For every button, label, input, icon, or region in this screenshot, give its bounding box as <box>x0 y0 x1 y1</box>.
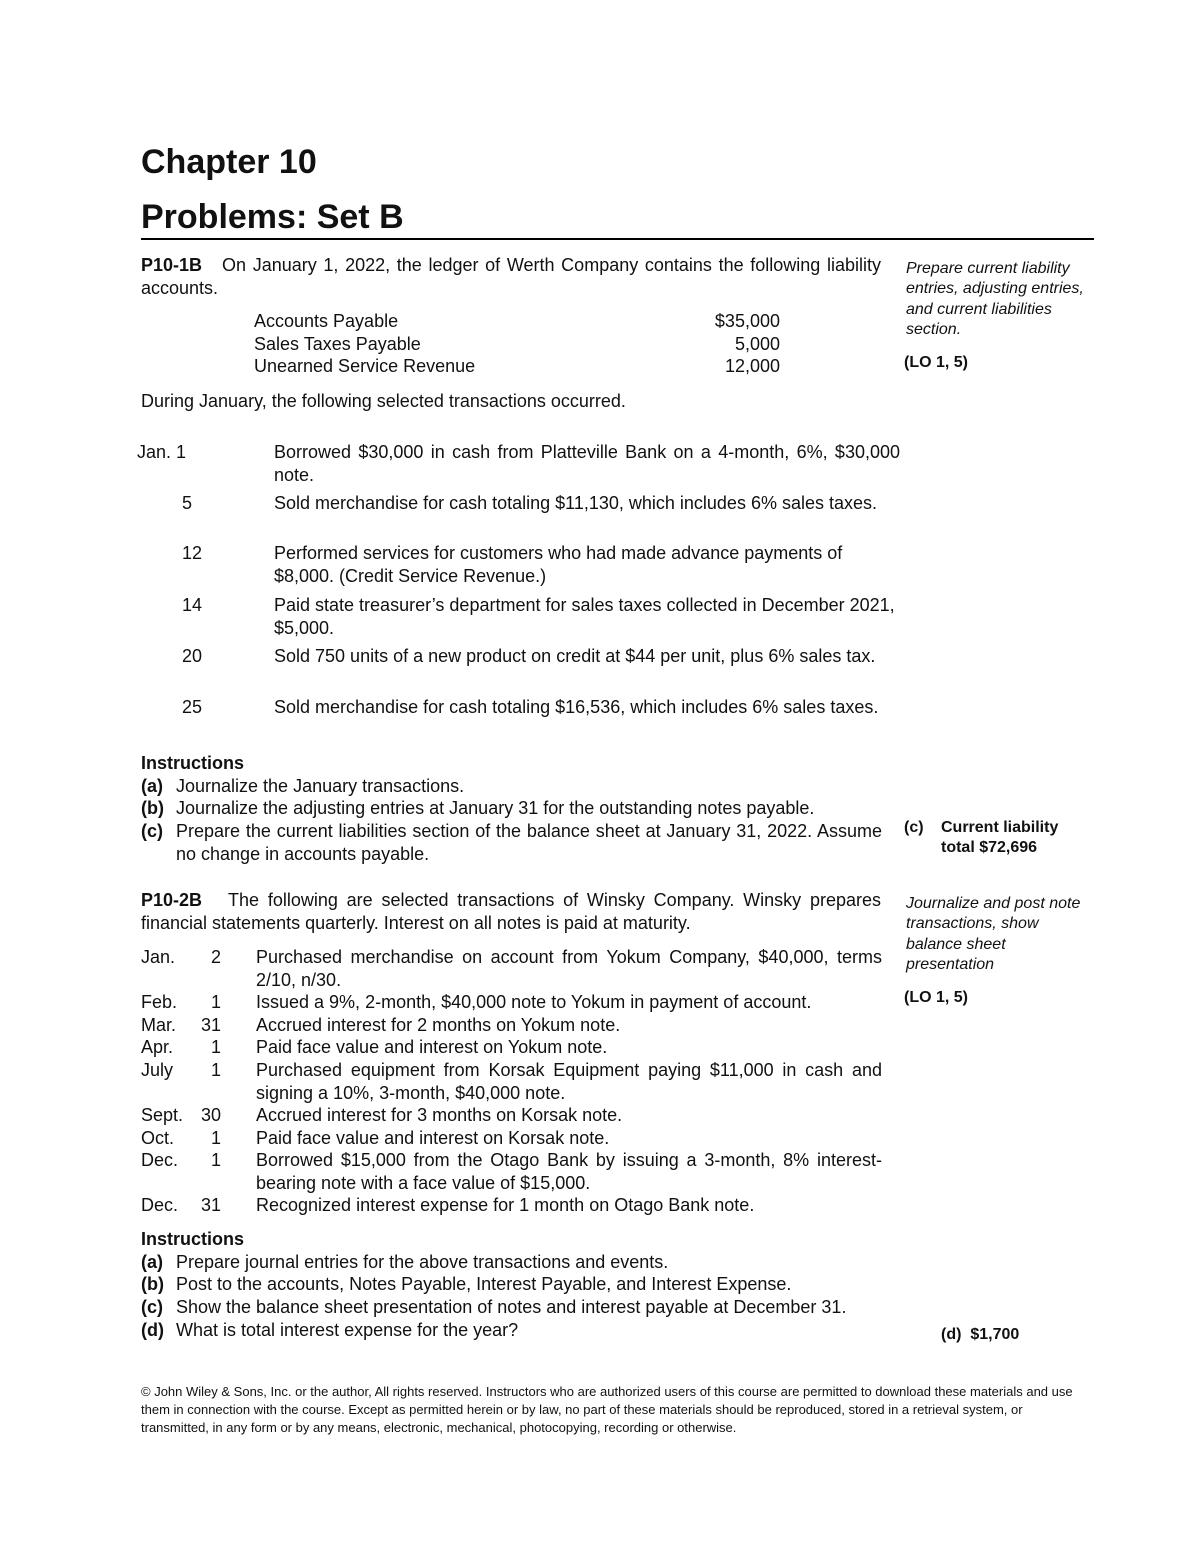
p2-instructions-title: Instructions <box>141 1229 245 1249</box>
transaction-month: Mar. <box>141 1015 177 1035</box>
transaction-text: Issued a 9%, 2-month, $40,000 note to Yokum in payment of account. <box>256 992 812 1012</box>
instruction-text: Journalize the January transactions. <box>176 776 465 796</box>
instruction-letter: (c) <box>141 821 163 841</box>
transaction-text: Accrued interest for 3 months on Korsak note. <box>256 1105 623 1125</box>
transaction-month: Apr. <box>141 1037 174 1057</box>
transaction-month: July <box>141 1060 174 1080</box>
transaction-text: Borrowed $30,000 in cash from Platteville Bank on a 4-month, 6%, $30,000 note. <box>274 442 900 485</box>
transaction-date: Jan. 1 <box>137 442 187 462</box>
transaction-day: 1 <box>210 1128 221 1148</box>
account-name: Unearned Service Revenue <box>254 356 476 376</box>
transaction-day: 31 <box>200 1015 221 1035</box>
instruction-text: Post to the accounts, Notes Payable, Interest Payable, and Interest Expense. <box>176 1274 792 1294</box>
p2-intro: The following are selected transactions of Winsky Company. Winsky prepares financial statements quarterly. Interest on all notes is paid at maturity. <box>141 890 881 933</box>
transaction-date: 12 <box>181 543 202 563</box>
transaction-text: Sold 750 units of a new product on credit at $44 per unit, plus 6% sales tax. <box>274 646 876 666</box>
transaction-text: Borrowed $15,000 from the Otago Bank by issuing a 3-month, 8% interest-bearing note with a face value of $15,000. <box>256 1150 882 1193</box>
account-name: Accounts Payable <box>254 311 399 331</box>
p2-label: P10-2B <box>141 890 203 910</box>
transaction-month: Feb. <box>141 992 178 1012</box>
transaction-text: Sold merchandise for cash totaling $11,130, which includes 6% sales taxes. <box>274 493 878 513</box>
account-name: Sales Taxes Payable <box>254 334 421 354</box>
instruction-letter: (b) <box>141 798 164 818</box>
p2-answer: (d) $1,700 <box>941 1326 1020 1343</box>
instruction-text: Journalize the adjusting entries at January 31 for the outstanding notes payable. <box>176 798 815 818</box>
transaction-day: 1 <box>210 1150 221 1170</box>
p1-side-note: Prepare current liability entries, adjusting entries, and current liabilities section. <box>906 260 1084 339</box>
p1-answer-line1: Current liability <box>941 819 1059 836</box>
p1-answer-line2: total $72,696 <box>941 839 1038 856</box>
transaction-day: 30 <box>200 1105 221 1125</box>
instruction-letter: (d) <box>141 1320 164 1340</box>
p2-intro-paragraph <box>141 889 881 934</box>
chapter-title: Chapter 10 <box>141 143 317 181</box>
transaction-date: 5 <box>181 493 192 513</box>
transaction-text: Sold merchandise for cash totaling $16,536, which includes 6% sales taxes. <box>274 697 879 717</box>
transaction-day: 1 <box>210 992 221 1012</box>
transaction-text: Accrued interest for 2 months on Yokum note. <box>256 1015 621 1035</box>
transaction-month: Sept. <box>141 1105 184 1125</box>
transaction-month: Dec. <box>141 1150 179 1170</box>
instruction-text: Prepare journal entries for the above transactions and events. <box>176 1252 669 1272</box>
account-amount: $35,000 <box>714 311 780 331</box>
p2-side-lo: (LO 1, 5) <box>904 989 969 1006</box>
transaction-date: 14 <box>181 595 202 615</box>
transaction-month: Oct. <box>141 1128 175 1148</box>
p1-during: During January, the following selected transactions occurred. <box>141 391 626 411</box>
instruction-letter: (a) <box>141 1252 163 1272</box>
transaction-text: Purchased merchandise on account from Yokum Company, $40,000, terms 2/10, n/30. <box>256 947 882 990</box>
instruction-text: Show the balance sheet presentation of notes and interest payable at December 31. <box>176 1297 847 1317</box>
p2-side-note: Journalize and post note transactions, show balance sheet presentation <box>906 895 1081 974</box>
instruction-text: What is total interest expense for the year? <box>176 1320 519 1340</box>
transaction-text: Paid state treasurer’s department for sales taxes collected in December 2021, $5,000. <box>274 595 895 638</box>
transaction-day: 1 <box>210 1037 221 1057</box>
transaction-date: 25 <box>181 697 202 717</box>
transaction-month: Dec. <box>141 1195 179 1215</box>
transaction-month: Jan. <box>141 947 176 967</box>
transaction-text: Paid face value and interest on Yokum note. <box>256 1037 608 1057</box>
p1-instructions-title: Instructions <box>141 753 245 773</box>
p1-label: P10-1B <box>141 255 203 275</box>
transaction-text: Purchased equipment from Korsak Equipment paying $11,000 in cash and signing a 10%, 3-month, $40,000 note. <box>256 1060 882 1103</box>
transaction-date: 20 <box>181 646 202 666</box>
section-title: Problems: Set B <box>141 198 404 236</box>
transaction-day: 31 <box>200 1195 221 1215</box>
transaction-text: Paid face value and interest on Korsak note. <box>256 1128 610 1148</box>
transaction-text: Performed services for customers who had made advance payments of $8,000. (Credit Service Revenue.) <box>274 543 843 586</box>
instruction-letter: (c) <box>141 1297 163 1317</box>
transaction-day: 1 <box>210 1060 221 1080</box>
transaction-day: 2 <box>210 947 221 967</box>
instruction-letter: (a) <box>141 776 163 796</box>
p1-side-lo: (LO 1, 5) <box>904 354 969 371</box>
transaction-text: Recognized interest expense for 1 month on Otago Bank note. <box>256 1195 755 1215</box>
p1-intro-paragraph <box>141 254 881 299</box>
heading-rule <box>141 238 1094 240</box>
instruction-text: Prepare the current liabilities section of the balance sheet at January 31, 2022. Assume no change in accounts payable. <box>176 821 882 864</box>
account-amount: 12,000 <box>724 356 780 376</box>
copyright-footer: © John Wiley & Sons, Inc. or the author, All rights reserved. Instructors who are authorized users of this course are permitted to download these materials and use them in connection with the course. Except as permitted herein or by law, no part of these materials should be reproduced, stored in a retrieval system, or transmitted, in any form or by any means, electronic, mechanical, photocopying, recording or otherwise. <box>141 1384 1073 1435</box>
instruction-letter: (b) <box>141 1274 164 1294</box>
account-amount: 5,000 <box>734 334 780 354</box>
p1-answer-letter: (c) <box>904 819 924 836</box>
p1-intro: On January 1, 2022, the ledger of Werth Company contains the following liability accounts. <box>141 255 881 298</box>
